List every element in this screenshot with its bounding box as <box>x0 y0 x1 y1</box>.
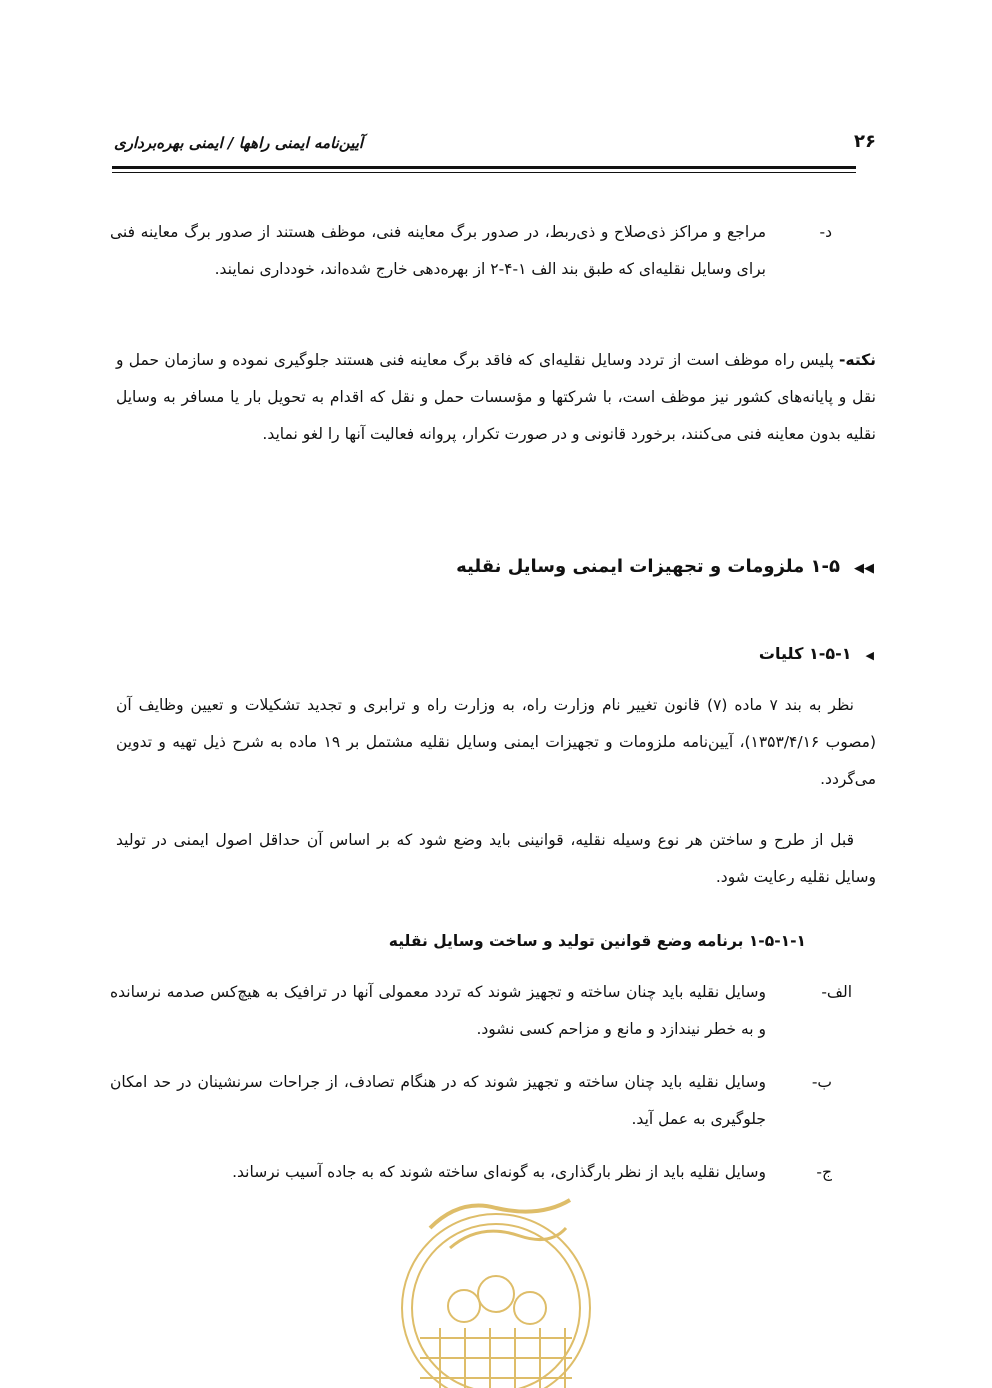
subsection-title: ۱-۵-۱ کلیات <box>758 644 852 663</box>
arrow-icon: ◀ <box>865 649 874 662</box>
item-be-text: وسایل نقلیه باید چنان ساخته و تجهیز شوند که در هنگام تصادف، از جراحات سرنشینان در حد امکان جلوگیری به عمل آید. <box>110 1073 766 1128</box>
paragraph-general-2: قبل از طرح و ساختن هر نوع وسیله نقلیه، قوانینی باید وضع شود که بر اساس آن حداقل اصول ایمنی در تولید وسایل نقلیه رعایت شود. <box>116 831 876 886</box>
item-alef-marker: الف- <box>821 983 852 1001</box>
paragraph-general-1: نظر به بند ۷ ماده (۷) قانون تغییر نام وزارت راه، به وزارت راه و ترابری و تجدید تشکیلات و تعیین وظایف آن (مصوب ۱۳۵۳/۴/۱۶)، آیین‌نامه ملزومات و تجهیزات ایمنی وسایل نقلیه مشتمل بر ۱۹ ماده به شرح ذیل تهیه و تدوین می‌گردد. <box>116 696 876 788</box>
page-number: ۲۶ <box>854 131 876 152</box>
item-d-text: مراجع و مراکز ذی‌صلاح و ذی‌ربط، در صدور برگ معاینه فنی، موظف هستند از صدور برگ معاینه فنی برای وسایل نقلیه‌ای که طبق بند الف ۱-۴-۲ از بهره‌دهی خارج شده‌اند، خودداری نمایند. <box>110 223 766 278</box>
section-heading <box>456 556 874 577</box>
item-jim-marker: ج- <box>816 1163 832 1181</box>
header-rule-thin <box>112 172 856 173</box>
double-arrow-icon: ◀◀ <box>854 561 874 576</box>
note-label: نکته- <box>839 351 876 369</box>
note-paragraph <box>116 342 876 453</box>
publisher-seal-icon <box>390 1188 602 1388</box>
section-title: ۱-۵ ملزومات و تجهیزات ایمنی وسایل نقلیه <box>456 556 840 577</box>
sub-subsection-heading: ۱-۵-۱-۱ برنامه وضع قوانین تولید و ساخت وسایل نقلیه <box>388 932 806 950</box>
item-jim-text: وسایل نقلیه باید از نظر بارگذاری، به گونه‌ای ساخته شوند که به جاده آسیب نرساند. <box>232 1163 766 1181</box>
item-be-marker: ب- <box>811 1073 832 1091</box>
subsection-heading <box>759 644 874 663</box>
item-d-marker: د- <box>819 223 832 241</box>
note-text: پلیس راه موظف است از تردد وسایل نقلیه‌ای که فاقد برگ معاینه فنی هستند جلوگیری نموده و سازمان حمل و نقل و پایانه‌های کشور نیز موظف است، با شرکتها و مؤسسات حمل و نقل که اقدام به تحویل بار یا مسافر به وسایل نقلیه بدون معاینه فنی می‌کنند، برخورد قانونی و در صورت تکرار، پروانه فعالیت آنها را لغو نماید. <box>116 351 876 443</box>
running-title: آیین‌نامه ایمنی راهها / ایمنی بهره‌برداری <box>114 134 364 152</box>
header-rule-thick <box>112 166 856 169</box>
item-alef-text: وسایل نقلیه باید چنان ساخته و تجهیز شوند که تردد معمولی آنها در ترافیک به هیچ‌کس صدمه نرسانده و به خطر نیندازد و مانع و مزاحم کسی نشود. <box>110 983 766 1038</box>
